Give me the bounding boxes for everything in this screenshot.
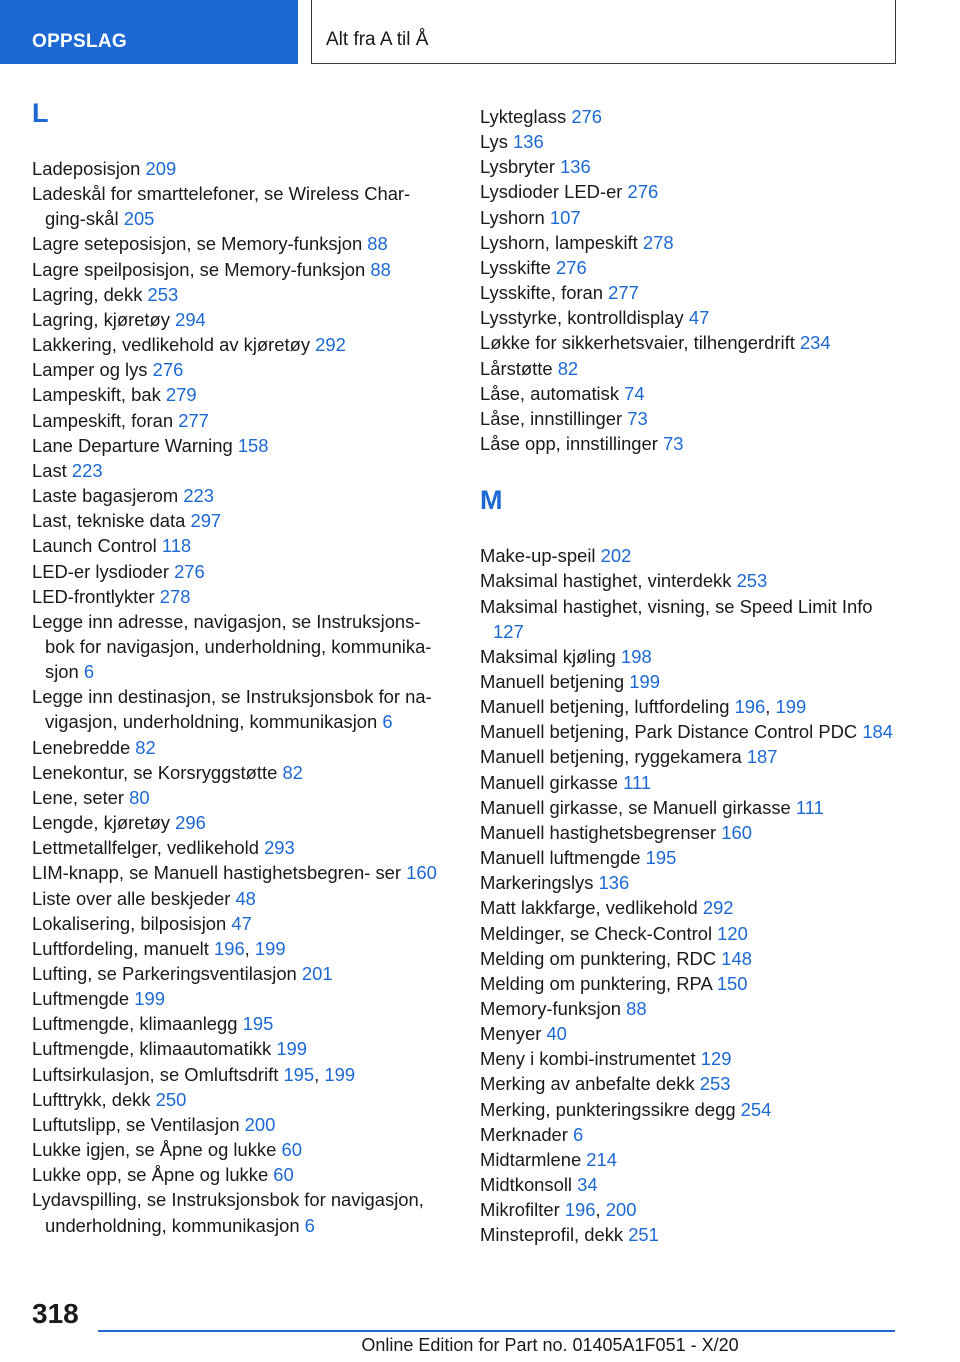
index-term: Launch Control (32, 535, 162, 557)
page-reference-link[interactable]: 278 (159, 585, 191, 607)
index-term: Luftfordeling, manuelt (32, 937, 214, 959)
page-reference-link[interactable]: 195 (283, 1063, 315, 1085)
index-term: Legge inn destinasjon, se Instruksjonsbok for na‐ vigasjon, underholdning, kommunikasjon (32, 686, 432, 733)
page-reference-link[interactable]: 199 (775, 696, 807, 718)
page-reference-link[interactable]: 199 (324, 1063, 356, 1085)
index-term: Matt lakkfarge, vedlikehold (480, 897, 703, 919)
index-term: Manuell betjening, Park Distance Control PDC (480, 721, 863, 743)
index-term: Lårstøtte (480, 357, 558, 379)
index-term: Lykteglass (480, 106, 572, 127)
index-term: Lysskifte, foran (480, 282, 609, 304)
index-term: Manuell hastighetsbegrenser (480, 821, 722, 843)
page-reference-link[interactable]: 6 (83, 661, 95, 683)
section-tab (0, 0, 298, 64)
index-term: Lenebredde (32, 736, 136, 758)
index-entry (480, 744, 900, 769)
index-letter-heading: L (32, 98, 49, 128)
index-entry (32, 886, 452, 911)
index-term: Låse, innstillinger (480, 407, 628, 429)
page-reference-link[interactable]: 234 (799, 332, 831, 354)
index-term: Last, tekniske data (32, 510, 191, 532)
index-entry (32, 156, 452, 181)
index-entry (480, 255, 900, 280)
index-entry (480, 1147, 900, 1172)
index-entry (480, 431, 900, 456)
index-term: LED-frontlykter (32, 585, 160, 607)
index-term: Merking av anbefalte dekk (480, 1073, 700, 1095)
index-entry (32, 860, 452, 885)
page-reference-link[interactable]: 200 (605, 1199, 637, 1221)
index-entry (32, 332, 452, 357)
index-entry (480, 770, 900, 795)
page-reference-link[interactable]: 205 (123, 208, 155, 230)
page-reference-link[interactable]: 120 (717, 922, 748, 944)
index-term: Minsteprofil, dekk (480, 1224, 629, 1246)
page-reference-link[interactable]: 158 (237, 434, 269, 456)
page-separator: , (595, 1199, 606, 1221)
index-entry (480, 1071, 900, 1096)
page-reference-link[interactable]: 48 (235, 887, 256, 909)
index-term: Laste bagasjerom (32, 485, 184, 507)
index-term: Lyshorn, lampeskift (480, 231, 643, 253)
index-term: Manuell betjening (480, 670, 630, 692)
page-reference-link[interactable]: 296 (175, 812, 206, 834)
index-term: Lagre speilposisjon, se Memory-funksjon (32, 258, 371, 280)
page-reference-link[interactable]: 196 (564, 1199, 596, 1221)
index-term: Luftmengde, klimaanlegg (32, 1013, 243, 1035)
index-entry (480, 330, 900, 355)
index-term: Lenekontur, se Korsryggstøtte (32, 761, 283, 783)
index-letter-heading: M (480, 485, 503, 516)
index-entry (32, 684, 452, 734)
section-title: OPPSLAG (32, 31, 128, 52)
page-reference-link[interactable]: 297 (190, 510, 222, 532)
index-entry (32, 282, 452, 307)
index-term: Merking, punkteringssikre degg (480, 1098, 741, 1120)
page-reference-link[interactable]: 74 (624, 382, 645, 404)
page-reference-link[interactable]: 88 (367, 233, 388, 255)
index-entry (480, 1046, 900, 1071)
page-reference-link[interactable]: 40 (546, 1023, 567, 1045)
page-reference-link[interactable]: 88 (370, 258, 391, 280)
page-reference-link[interactable]: 107 (549, 206, 581, 228)
page-reference-link[interactable]: 82 (282, 761, 303, 783)
index-entry (480, 356, 900, 381)
page-reference-link[interactable]: 199 (254, 937, 286, 959)
page-reference-link[interactable]: 129 (700, 1048, 732, 1070)
page-reference-link[interactable]: 200 (244, 1113, 276, 1135)
index-term: Løkke for sikkerhetsvaier, tilhengerdrift (480, 332, 800, 354)
page-reference-link[interactable]: 293 (264, 837, 295, 859)
index-term: Menyer (480, 1023, 547, 1045)
page-reference-link[interactable]: 34 (577, 1174, 598, 1196)
page-reference-link[interactable]: 292 (315, 334, 346, 356)
index-entry (32, 231, 452, 256)
index-term: Lysstyrke, kontrolldisplay (480, 307, 689, 329)
index-term: Låse opp, innstillinger (480, 433, 663, 455)
index-term: Lampeskift, foran (32, 409, 179, 431)
index-entry (32, 533, 452, 558)
index-entry (480, 594, 900, 644)
page-reference-link[interactable]: 60 (281, 1139, 302, 1161)
page-reference-link[interactable]: 73 (627, 407, 648, 429)
page-reference-link[interactable]: 276 (627, 181, 659, 203)
index-entry (480, 1021, 900, 1046)
index-term: Make-up-speil (480, 545, 601, 567)
index-term: Last (32, 459, 72, 481)
index-entry (32, 584, 452, 609)
index-term: Luftutslipp, se Ventilasjon (32, 1113, 245, 1135)
index-entry (32, 458, 452, 483)
index-entry (32, 609, 452, 684)
page-reference-link[interactable]: 160 (406, 862, 437, 884)
index-term: Lene, seter (32, 786, 130, 808)
index-entry (32, 1087, 452, 1112)
index-term: Midtkonsoll (480, 1174, 578, 1196)
index-entry (480, 205, 900, 230)
index-term: Luftsirkulasjon, se Omluftsdrift (32, 1063, 284, 1085)
index-entry (480, 946, 900, 971)
page-reference-link[interactable]: 73 (663, 433, 684, 455)
page-reference-link[interactable]: 6 (573, 1123, 584, 1145)
page-reference-link[interactable]: 253 (736, 570, 768, 592)
index-term: Lukke igjen, se Åpne og lukke (32, 1139, 282, 1161)
chapter-title: Alt fra A til Å (326, 29, 429, 50)
index-term: Lakkering, vedlikehold av kjøretøy (32, 334, 316, 356)
index-entry (32, 559, 452, 584)
page-reference-link[interactable]: 277 (178, 409, 209, 431)
index-entry (480, 104, 900, 129)
index-term: Lysskifte (480, 256, 556, 278)
index-entry (32, 382, 452, 407)
index-entry (32, 1137, 452, 1162)
index-entry (32, 961, 452, 986)
index-entry (480, 996, 900, 1021)
index-entry (480, 1097, 900, 1122)
index-term: Melding om punktering, RDC (480, 947, 722, 969)
index-entry (32, 307, 452, 332)
index-entry (480, 381, 900, 406)
page-reference-link[interactable]: 195 (242, 1013, 274, 1035)
page-reference-link[interactable]: 80 (129, 786, 150, 808)
index-entry (480, 921, 900, 946)
index-term: Lokalisering, bilposisjon (32, 912, 232, 934)
index-entry (480, 669, 900, 694)
page-reference-link[interactable]: 196 (734, 696, 766, 718)
page-reference-link[interactable]: 278 (642, 231, 674, 253)
page-reference-link[interactable]: 198 (621, 645, 652, 667)
page-reference-link[interactable]: 253 (147, 283, 179, 305)
page-reference-link[interactable]: 223 (183, 485, 214, 507)
index-term: Lysdioder LED-er (480, 181, 628, 203)
page-reference-link[interactable]: 184 (862, 721, 893, 743)
index-entry (480, 230, 900, 255)
index-term: Lufttrykk, dekk (32, 1088, 156, 1110)
index-entry (480, 644, 900, 669)
index-entry (480, 280, 900, 305)
index-entry (32, 911, 452, 936)
page-reference-link[interactable]: 254 (740, 1098, 772, 1120)
index-column-right (480, 104, 900, 1248)
index-term: Maksimal hastighet, visning, se Speed Limit Info (480, 595, 873, 617)
index-entry (32, 1011, 452, 1036)
index-term: Låse, automatisk (480, 382, 625, 404)
page-reference-link[interactable]: 82 (557, 357, 579, 379)
index-term: Manuell girkasse, se Manuell girkasse (480, 796, 796, 818)
page-reference-link[interactable]: 136 (598, 872, 630, 894)
page-reference-link[interactable]: 6 (304, 1214, 315, 1236)
index-entry (480, 543, 900, 568)
page-reference-link[interactable]: 277 (608, 282, 639, 304)
index-entry (32, 735, 452, 760)
index-entry (480, 845, 900, 870)
page-reference-link[interactable]: 111 (623, 771, 652, 793)
page-reference-link[interactable]: 82 (135, 736, 156, 758)
page-reference-link[interactable]: 118 (161, 535, 192, 557)
index-entry (480, 129, 900, 154)
index-entry (32, 835, 452, 860)
index-entry (32, 483, 452, 508)
page-reference-link[interactable]: 136 (560, 156, 591, 178)
index-term: Mikrofilter (480, 1199, 565, 1221)
page-reference-link[interactable]: 279 (165, 384, 197, 406)
index-entry (32, 433, 452, 458)
page-reference-link[interactable]: 6 (382, 711, 393, 733)
index-entry (480, 154, 900, 179)
page-reference-link[interactable]: 47 (688, 307, 710, 329)
index-entry (480, 1122, 900, 1147)
page-reference-link[interactable]: 195 (645, 847, 677, 869)
index-term: Liste over alle beskjeder (32, 887, 236, 909)
index-term: Manuell luftmengde (480, 847, 646, 869)
index-term: Lagring, kjøretøy (32, 308, 176, 330)
index-term: Lydavspilling, se Instruksjonsbok for navigasjon, underholdning, kommunikasjon (32, 1189, 424, 1236)
page-reference-link[interactable]: 47 (231, 912, 252, 934)
edition-note: Online Edition for Part no. 01405A1F051 - X/20 (361, 1335, 739, 1355)
page-reference-link[interactable]: 276 (555, 256, 587, 278)
index-term: Lukke opp, se Åpne og lukke (32, 1164, 274, 1186)
index-entry (32, 1036, 452, 1061)
page-reference-link[interactable]: 250 (155, 1088, 187, 1110)
page-reference-link[interactable]: 202 (600, 545, 632, 567)
index-entry (32, 1187, 452, 1237)
index-term: Maksimal hastighet, vinterdekk (480, 570, 737, 592)
index-entry (480, 406, 900, 431)
page-reference-link[interactable]: 160 (721, 821, 752, 843)
index-term: Meny i kombi-instrumentet (480, 1048, 701, 1070)
footer-divider (98, 1330, 895, 1332)
page-reference-link[interactable]: 150 (716, 972, 748, 994)
page-separator: , (314, 1063, 325, 1085)
page-reference-link[interactable]: 276 (571, 106, 603, 127)
page-separator: , (765, 696, 776, 718)
index-entry (480, 795, 900, 820)
index-term: Lagring, dekk (32, 283, 148, 305)
page-separator: , (244, 937, 255, 959)
index-entry (32, 1162, 452, 1187)
index-entry (480, 870, 900, 895)
page-reference-link[interactable]: 187 (746, 746, 778, 768)
page-reference-link[interactable]: 199 (134, 988, 165, 1010)
page-reference-link[interactable]: 199 (629, 670, 660, 692)
page-reference-link[interactable]: 136 (513, 131, 544, 153)
page-number: 318 (32, 1298, 79, 1329)
index-term: Meldinger, se Check-Control (480, 922, 718, 944)
index-term: Lysbryter (480, 156, 561, 178)
index-entry (32, 257, 452, 282)
index-term: Lengde, kjøretøy (32, 812, 176, 834)
index-term: Luftmengde (32, 988, 135, 1010)
index-term: Lettmetallfelger, vedlikehold (32, 837, 265, 859)
index-term: Lamper og lys (32, 359, 153, 381)
index-term: Merknader (480, 1123, 574, 1145)
index-term: Lyshorn (480, 206, 550, 228)
page-reference-link[interactable]: 292 (702, 897, 734, 919)
index-term: Melding om punktering, RPA (480, 972, 717, 994)
index-entry (480, 179, 900, 204)
index-entry (480, 694, 900, 719)
page-reference-link[interactable]: 88 (626, 998, 647, 1019)
index-entry (480, 820, 900, 845)
index-entry (32, 785, 452, 810)
index-entry (480, 971, 900, 996)
index-entry (32, 1062, 452, 1087)
index-entry (32, 357, 452, 382)
index-term: Manuell girkasse (480, 771, 624, 793)
page-reference-link[interactable]: 214 (586, 1148, 617, 1170)
page-reference-link[interactable]: 276 (174, 560, 205, 582)
index-entry (32, 760, 452, 785)
index-entry (32, 181, 452, 231)
index-entry (480, 1172, 900, 1197)
page-reference-link[interactable]: 223 (71, 459, 103, 481)
page-reference-link[interactable]: 199 (276, 1038, 307, 1060)
page-reference-link[interactable]: 294 (175, 308, 206, 330)
page-reference-link[interactable]: 196 (213, 937, 245, 959)
index-entry (480, 719, 900, 744)
index-term: Midtarmlene (480, 1148, 587, 1170)
index-entry (480, 1197, 900, 1222)
index-term: Lane Departure Warning (32, 434, 238, 456)
index-term: LIM-knapp, se Manuell hastighetsbegren‐ ser (32, 862, 407, 884)
index-entry (32, 508, 452, 533)
index-term: Memory-funksjon (480, 998, 627, 1019)
index-term: LED-er lysdioder (32, 560, 175, 582)
index-entry (32, 936, 452, 961)
index-term: Ladeskål for smarttelefoner, se Wireless Char‐ ging-skål (32, 183, 411, 230)
index-entry (32, 1112, 452, 1137)
index-entry (32, 986, 452, 1011)
index-term: Manuell betjening, luftfordeling (480, 696, 735, 718)
index-term: Luftmengde, klimaautomatikk (32, 1038, 277, 1060)
index-term: Legge inn adresse, navigasjon, se Instruksjons‐ bok for navigasjon, underholdning, kommunika‐ sjon (32, 610, 432, 683)
page-reference-link[interactable]: 201 (301, 963, 333, 984)
index-term: Ladeposisjon (32, 158, 146, 179)
index-column-left (32, 96, 452, 1238)
index-entry (32, 408, 452, 433)
page-reference-link[interactable]: 127 (493, 620, 524, 642)
index-entry (480, 895, 900, 920)
chapter-header (311, 0, 896, 64)
page-reference-link[interactable]: 276 (152, 359, 184, 381)
page-reference-link[interactable]: 209 (145, 158, 177, 179)
index-entry (480, 1222, 900, 1247)
index-term: Maksimal kjøling (480, 645, 622, 667)
index-entry (480, 305, 900, 330)
index-term: Markeringslys (480, 872, 599, 894)
page-reference-link[interactable]: 148 (721, 947, 752, 969)
page-reference-link[interactable]: 60 (273, 1164, 294, 1186)
page-reference-link[interactable]: 253 (699, 1073, 731, 1095)
page-reference-link[interactable]: 111 (795, 796, 824, 818)
index-entry (480, 568, 900, 593)
page-reference-link[interactable]: 251 (628, 1224, 659, 1246)
index-entry (32, 810, 452, 835)
index-term: Lampeskift, bak (32, 384, 166, 406)
index-term: Lys (480, 131, 514, 153)
index-term: Lufting, se Parkeringsventilasjon (32, 963, 302, 984)
index-term: Manuell betjening, ryggekamera (480, 746, 747, 768)
index-term: Lagre seteposisjon, se Memory-funksjon (32, 233, 368, 255)
